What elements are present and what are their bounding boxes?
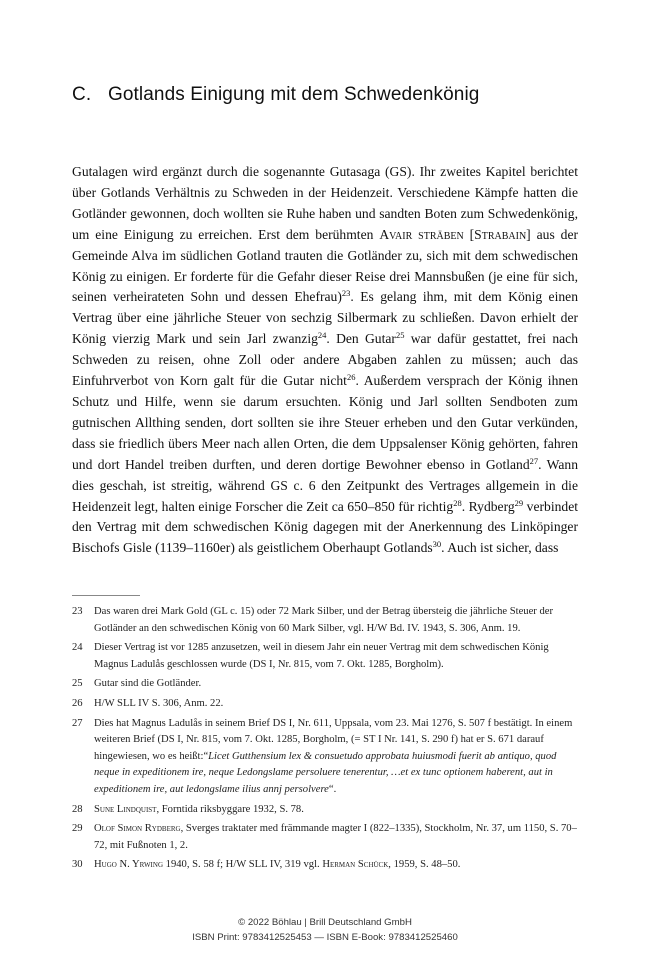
footnote-ref: 27 <box>529 455 539 466</box>
footnote-30 <box>72 857 578 874</box>
footnote-number: 28 <box>72 803 83 815</box>
footnote-divider <box>72 595 140 596</box>
footnote-23 <box>72 604 578 637</box>
body-text-run: . Es gelang ihm, mit dem König einen Vertrag über eine jährliche Steuer von sechzig Silbermark zu schließen. Davon erhielt der König vierzig Mark und sein Jarl zwanzig <box>72 289 578 347</box>
footnote-27 <box>72 716 578 799</box>
footnote-text-run: , Forntida riksbyggare 1932, S. 78. <box>156 803 304 815</box>
footnote-text <box>94 802 578 819</box>
footnote-number: 26 <box>72 697 83 709</box>
body-text-run: . Den Gutar <box>326 331 396 347</box>
footnote-number: 29 <box>72 823 83 835</box>
footnote-29 <box>72 821 578 854</box>
footnote-number: 30 <box>72 859 83 871</box>
footnote-text: Das waren drei Mark Gold (GL c. 15) oder 72 Mark Silber, und der Betrag übersteig die jährliche Steuer der Gotländer an den schwedischen König von 60 Mark Silber, vgl. H/W Bd. IV. 1943, S. 306, Anm. 19. <box>94 606 553 634</box>
body-text-run: aus der Gemeinde Alva im südlichen Gotland trauten die Gotländer zu, sich mit dem schwedischen König zu einigen. Er forderte für die Gefahr dieser Reise drei Mannsbußen (je eine für sich, seinen verheirateten Sohn und dessen Ehefrau) <box>72 226 579 305</box>
body-text-run: . Wann dies geschah, ist streitig, während GS c. 6 den Zeitpunkt des Vertrages allgemein in die Heidenzeit legt, halten einige Forscher die Zeit ca 650–850 für richtig <box>72 456 579 514</box>
footnote-26 <box>72 696 578 713</box>
footnote-text: Gutar sind die Gotländer. <box>94 678 202 690</box>
footnote-text-run: “. <box>328 783 337 795</box>
footnote-text-run: , Sverges traktater med främmande magter I (822–1335), Stockholm, Nr. 37, um 1150, S. 70–72, mit Fußnoten 1, 2. <box>94 823 577 851</box>
footnote-ref: 23 <box>341 288 351 299</box>
footnote-text-run: , 1959, S. 48–50. <box>388 859 461 871</box>
body-text-run: verbindet den Vertrag mit dem schwedischen König dagegen mit der Anerkennung des Linköpinger Bischofs Gisle (1139–1160er) als geistlichem Oberhaupt Gotlands <box>72 498 578 556</box>
body-text-run: . Auch ist sicher, dass <box>441 540 559 556</box>
body-text-run: . Außerdem versprach der König ihnen Schutz und Hilfe, wenn sie darum ersuchten. König und Jarl sollten Sendboten zum gutnischen Allthing senden, dort sollten sie ihre Steuer erheben und den Gutar verkünden, dass sie friedlich übers Meer nach allen Orten, die dem Uppsalenser König gehörten, fahren und dort Handel treiben durften, und deren dortige Bewohner ebenso in Gotland <box>72 373 578 472</box>
footnote-ref: 25 <box>395 330 405 341</box>
footnote-text: H/W SLL IV S. 306, Anm. 22. <box>94 697 224 709</box>
footnote-text-run: 1940, S. 58 f; H/W SLL IV, 319 vgl. <box>163 859 323 871</box>
footnotes <box>72 604 578 877</box>
footnote-number: 27 <box>72 717 83 729</box>
author-name: Sune Lindquist <box>94 803 157 815</box>
footnote-number: 25 <box>72 678 83 690</box>
copyright-line: © 2022 Böhlau | Brill Deutschland GmbH <box>238 917 412 928</box>
section-title: Gotlands Einigung mit dem Schwedenkönig <box>108 84 480 105</box>
body-paragraph <box>72 162 578 559</box>
footnote-text <box>94 716 578 799</box>
footnote-text <box>94 821 578 854</box>
footnote-ref: 24 <box>317 330 327 341</box>
footnote-text-run: Dies hat Magnus Ladulås in seinem Brief DS I, Nr. 611, Uppsala, vom 23. Mai 1276, S. 507 f bestätigt. In einem weiteren Brief (DS I, Nr. 815, vom 7. Okt. 1285, Borgholm, (= ST I Nr. 141, S. 290 f) hat er S. 671 darauf hingewiesen, wo es heißt:“ <box>94 717 573 762</box>
footnote-number: 23 <box>72 606 83 617</box>
footnote-number: 24 <box>72 642 83 654</box>
author-name: Herman Schück <box>322 859 389 871</box>
footnote-28 <box>72 802 578 819</box>
footnote-text: Dieser Vertrag ist vor 1285 anzusetzen, weil in diesem Jahr ein neuer Vertrag mit dem schwedischen König Magnus Ladulås geschlossen wurde (DS I, Nr. 815, vom 7. Okt. 1285, Borgholm). <box>94 642 549 670</box>
isbn-line: ISBN Print: 9783412525453 — ISBN E-Book: 9783412525460 <box>192 932 458 943</box>
author-name: Olof Simon Rydberg <box>94 823 181 835</box>
body-text-run: war dafür gestattet, frei nach Schweden zu reisen, ohne Zoll oder andere Abgaben zahlen zu müssen; auch das Einfuhrverbot von Korn galt für die Gutar nicht <box>72 331 578 389</box>
section-number: C. <box>72 84 92 105</box>
body-text-run: . Rydberg <box>461 498 515 514</box>
latin-quote: Licet Gutthensium lex & consuetudo approbata huiusmodi fuerit ab antiquo, quod neque in expeditionem ire, neque Ledongslame persoluere tenerentur, …et ex tunc optionem haberent, aut in expeditionem ire, aut ledongslame ilius annj persolvere <box>94 750 557 795</box>
footnote-ref: 29 <box>514 497 524 508</box>
footnote-text <box>94 857 578 874</box>
footnote-ref: 26 <box>346 372 356 383</box>
footnote-ref: 30 <box>432 539 442 550</box>
person-name: Avair sträben [Strabain] <box>379 226 531 242</box>
footnote-24 <box>72 640 578 673</box>
body-text-run: Gutalagen wird ergänzt durch die sogenannte Gutasaga (GS). Ihr zweites Kapitel berichtet über Gotlands Verhältnis zu Schweden in der Heidenzeit. Verschiedene Kämpfe hatten die Gotländer gewonnen, doch wollten sie Ruhe haben und sandten Boten zum Schwedenkönig, um eine Einigung zu erreichen. Erst dem berühmten <box>72 164 578 242</box>
footnote-ref: 28 <box>453 497 462 508</box>
footnote-25 <box>72 676 578 693</box>
author-name: Hugo N. Yrwing <box>94 859 163 871</box>
section-heading <box>72 84 479 106</box>
